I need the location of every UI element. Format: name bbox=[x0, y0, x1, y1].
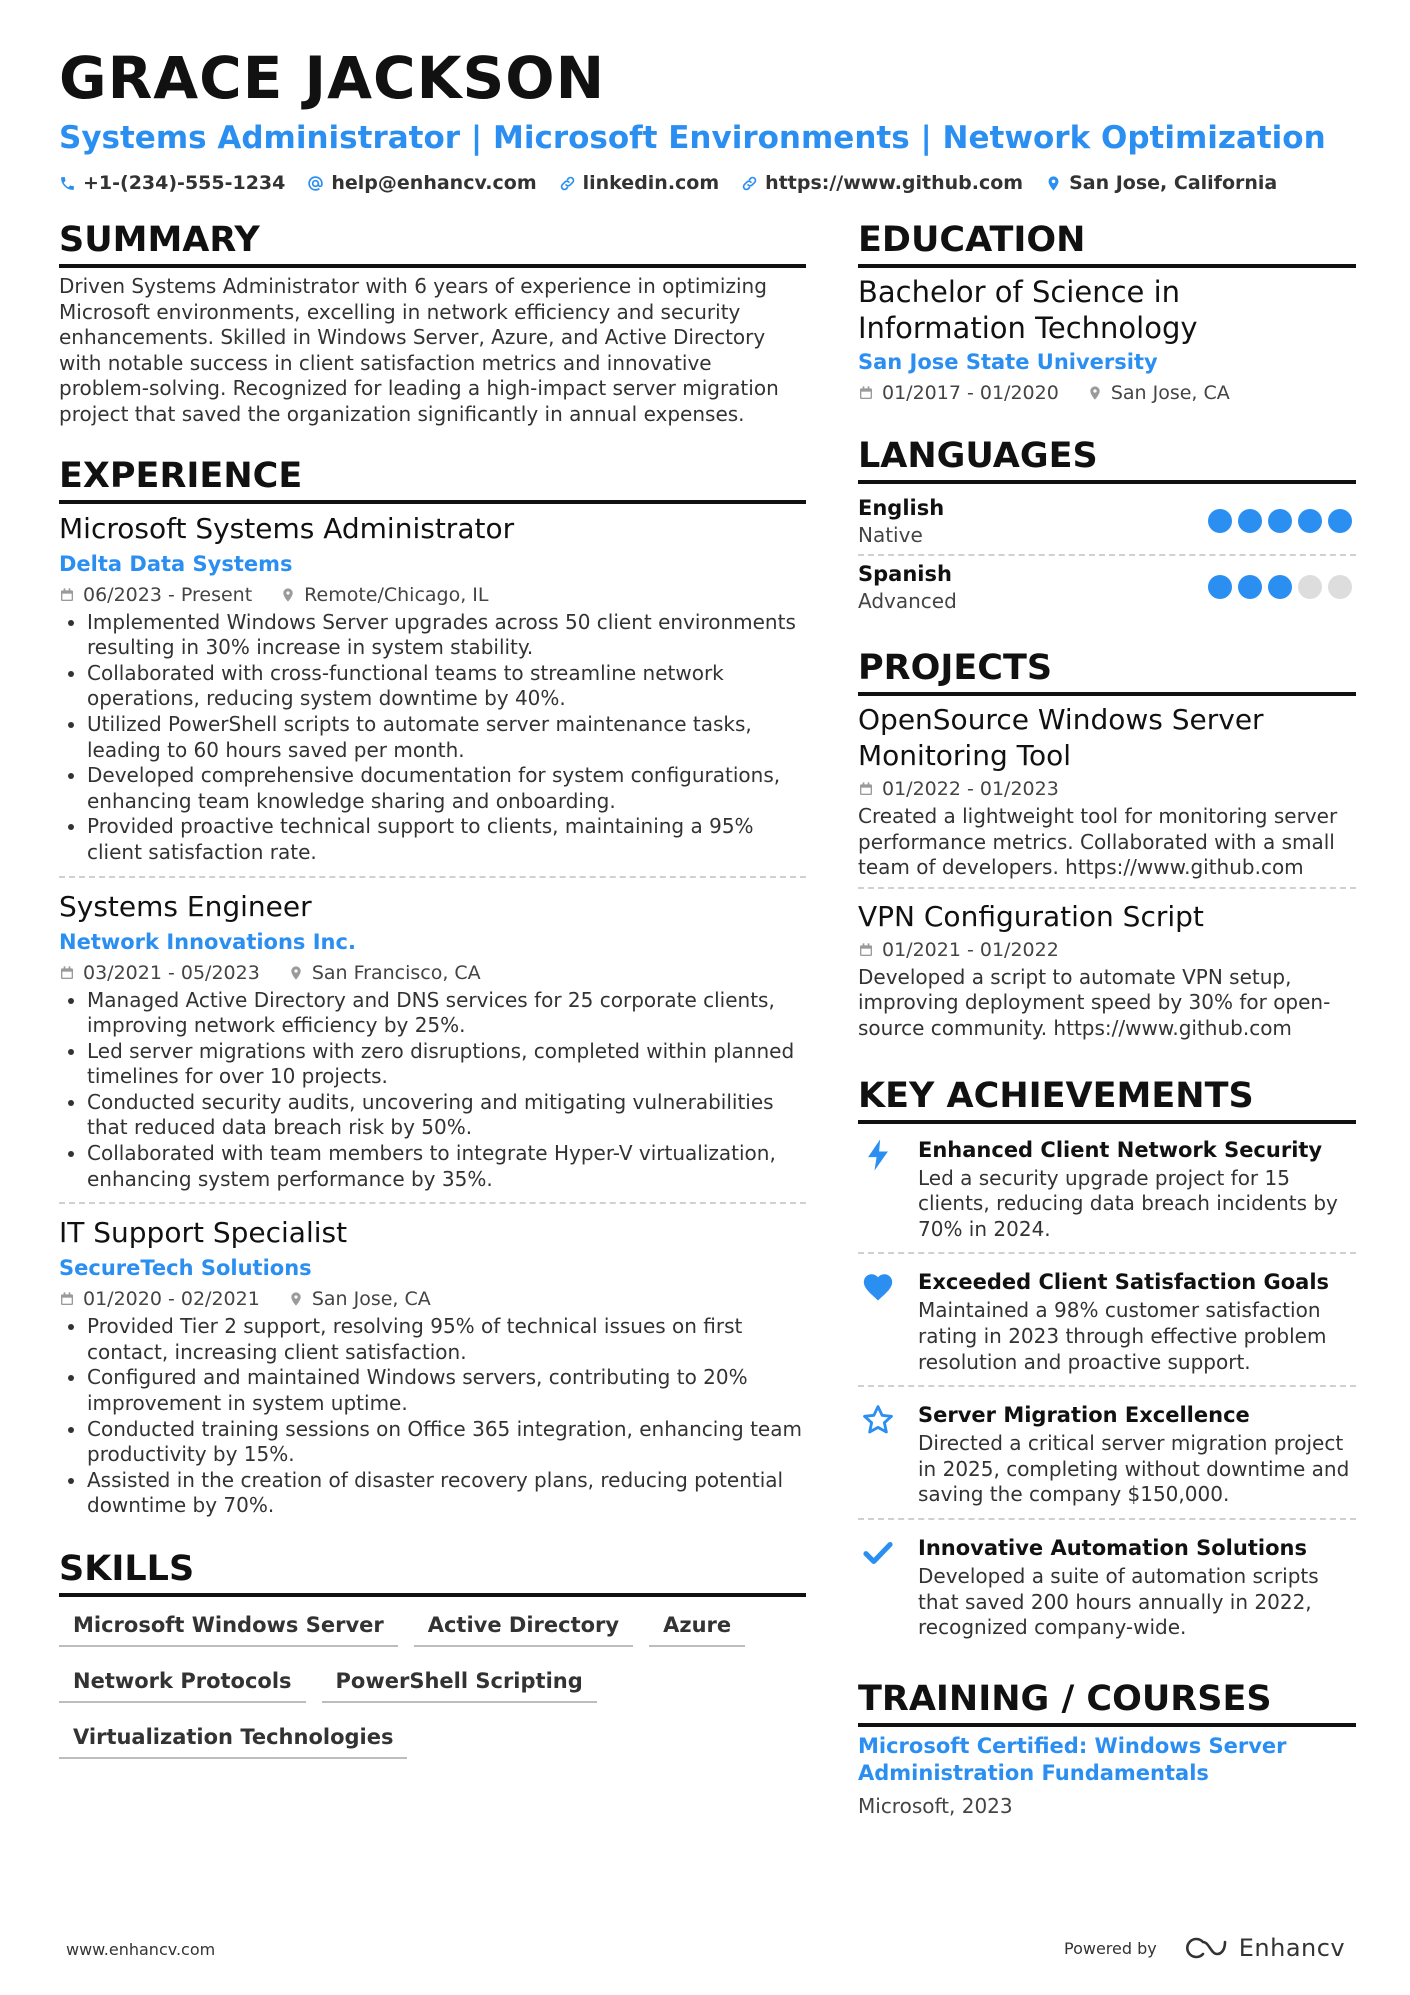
job-entry bbox=[59, 510, 806, 878]
achievement-title: Server Migration Excellence bbox=[918, 1403, 1250, 1428]
project-entry bbox=[858, 702, 1356, 889]
job-bullet: • Configured and maintained Windows servers, contributing to 20% improvement in system uptime. bbox=[87, 1365, 806, 1416]
project-title: VPN Configuration Script bbox=[858, 899, 1204, 933]
dates-text: 03/2021 - 05/2023 bbox=[83, 961, 260, 984]
achievement-description: Maintained a 98% customer satisfaction rating in 2023 through effective problem resolution and proactive support. bbox=[918, 1298, 1327, 1374]
footer-branding bbox=[1064, 1934, 1345, 1962]
job-bullet: • Provided Tier 2 support, resolving 95% of technical issues on first contact, increasing client satisfaction. bbox=[87, 1314, 806, 1365]
achievement-entry bbox=[858, 1528, 1356, 1651]
calendar-icon bbox=[858, 385, 874, 401]
achievement-description: Developed a suite of automation scripts that saved 200 hours annually in 2022, recognized company-wide. bbox=[918, 1563, 1319, 1640]
location-pin-icon bbox=[288, 965, 304, 981]
section-title: TRAINING / COURSES bbox=[858, 1677, 1356, 1727]
achievement-title: Innovative Automation Solutions bbox=[918, 1535, 1307, 1560]
section-title: SUMMARY bbox=[59, 218, 806, 268]
project-title: OpenSource Windows Server Monitoring Tool bbox=[858, 703, 1264, 772]
degree-title: Bachelor of Science in Information Technology bbox=[858, 275, 1198, 345]
education-meta bbox=[858, 378, 1356, 408]
location-text: San Jose, CA bbox=[1110, 382, 1230, 404]
location-text: San Jose, CA bbox=[311, 1288, 431, 1311]
section-title: LANGUAGES bbox=[858, 434, 1356, 484]
proficiency-dot-filled bbox=[1268, 509, 1292, 533]
language-row bbox=[858, 556, 1356, 620]
achievement-entry bbox=[858, 1130, 1356, 1255]
project-description: Developed a script to automate VPN setup, improving deployment speed by 30% for open-source community. https://www.github.com bbox=[858, 964, 1331, 1040]
job-meta bbox=[59, 580, 806, 610]
education-dates bbox=[858, 378, 1059, 408]
dates-text: 01/2021 - 01/2022 bbox=[882, 938, 1059, 961]
achievement-entry bbox=[858, 1395, 1356, 1520]
language-level: Advanced bbox=[858, 589, 957, 613]
achievement-title: Exceeded Client Satisfaction Goals bbox=[918, 1270, 1330, 1295]
job-meta bbox=[59, 958, 806, 988]
language-name: English bbox=[858, 496, 945, 520]
achievements-section bbox=[858, 1074, 1356, 1651]
education-section bbox=[858, 218, 1356, 408]
linkedin-text: linkedin.com bbox=[582, 172, 720, 194]
calendar-icon bbox=[59, 965, 75, 981]
location-pin-icon bbox=[1087, 385, 1103, 401]
project-meta bbox=[858, 774, 1356, 804]
resume-header bbox=[59, 42, 1359, 194]
proficiency-dot-filled bbox=[1238, 575, 1262, 599]
calendar-icon bbox=[858, 781, 874, 797]
star-icon bbox=[861, 1403, 895, 1437]
achievement-title: Enhanced Client Network Security bbox=[918, 1137, 1323, 1162]
calendar-icon bbox=[59, 587, 75, 603]
location-pin-icon bbox=[288, 1291, 304, 1307]
powered-by-label: Powered by bbox=[1064, 1938, 1157, 1958]
skill-tag: Microsoft Windows Server bbox=[59, 1607, 398, 1647]
achievement-description: Led a security upgrade project for 15 clients, reducing data breach incidents by 70% in 2024. bbox=[918, 1165, 1338, 1241]
section-title: EXPERIENCE bbox=[59, 454, 806, 504]
proficiency-dot-filled bbox=[1238, 509, 1262, 533]
job-entry bbox=[59, 888, 806, 1205]
languages-section bbox=[858, 434, 1356, 620]
achievement-entry bbox=[858, 1262, 1356, 1387]
dates-text: 06/2023 - Present bbox=[83, 583, 253, 606]
job-location bbox=[288, 1284, 431, 1314]
candidate-name: GRACE JACKSON bbox=[59, 44, 606, 112]
skills-section bbox=[59, 1547, 806, 1759]
project-dates bbox=[858, 935, 1059, 965]
summary-text: Driven Systems Administrator with 6 years of experience in optimizing Microsoft environments, excelling in network efficiency and security enhancements. Skilled in Windows Server, Azure, and Active Directory with notable success in client satisfaction metrics and innovative problem-solving. Recognized for leading a high-impact server migration project that saved the organization significantly in annual expenses. bbox=[59, 274, 779, 426]
job-bullets bbox=[59, 1314, 806, 1519]
dates-text: 01/2020 - 02/2021 bbox=[83, 1288, 260, 1311]
job-bullet: • Led server migrations with zero disruptions, completed within planned timelines for over 10 projects. bbox=[87, 1039, 806, 1090]
check-icon bbox=[861, 1536, 895, 1570]
job-bullet: • Implemented Windows Server upgrades across 50 client environments resulting in 30% increase in system stability. bbox=[87, 610, 806, 661]
skills-list bbox=[59, 1607, 806, 1759]
contact-github[interactable] bbox=[741, 172, 1023, 194]
language-row bbox=[858, 490, 1356, 556]
job-dates bbox=[59, 580, 252, 610]
job-location bbox=[280, 580, 488, 610]
project-dates bbox=[858, 774, 1059, 804]
skill-tag: Network Protocols bbox=[59, 1663, 306, 1703]
footer-website[interactable]: www.enhancv.com bbox=[66, 1940, 216, 1959]
course-provider: Microsoft, 2023 bbox=[858, 1793, 1013, 1818]
project-description: Created a lightweight tool for monitoring server performance metrics. Collaborated with a small team of developers. https://www.github.com bbox=[858, 804, 1338, 880]
job-bullet: • Utilized PowerShell scripts to automate server maintenance tasks, leading to 60 hours saved per month. bbox=[87, 712, 806, 763]
job-bullet: • Collaborated with team members to integrate Hyper-V virtualization, enhancing system performance by 35%. bbox=[87, 1141, 806, 1192]
job-bullet: • Developed comprehensive documentation for system configurations, enhancing team knowledge sharing and onboarding. bbox=[87, 763, 806, 814]
proficiency-dot-filled bbox=[1208, 575, 1232, 599]
proficiency-dots bbox=[1208, 575, 1352, 599]
job-bullet: • Provided proactive technical support to clients, maintaining a 95% client satisfaction rate. bbox=[87, 814, 806, 865]
school-name: San Jose State University bbox=[858, 350, 1158, 374]
section-title: EDUCATION bbox=[858, 218, 1356, 268]
section-title: SKILLS bbox=[59, 1547, 806, 1597]
experience-section bbox=[59, 454, 806, 1529]
brand-logo[interactable] bbox=[1183, 1934, 1345, 1962]
proficiency-dot-filled bbox=[1268, 575, 1292, 599]
phone-icon bbox=[59, 175, 76, 192]
enhancv-logo-icon bbox=[1183, 1935, 1231, 1961]
achievement-description: Directed a critical server migration project in 2025, completing without downtime and saving the company $150,000. bbox=[918, 1431, 1350, 1507]
job-dates bbox=[59, 1284, 260, 1314]
job-meta bbox=[59, 1284, 806, 1314]
job-bullets bbox=[59, 988, 806, 1193]
left-column bbox=[59, 218, 806, 1785]
location-pin-icon bbox=[1045, 175, 1062, 192]
link-icon bbox=[741, 175, 758, 192]
job-bullet: • Managed Active Directory and DNS services for 25 corporate clients, improving network efficiency by 25%. bbox=[87, 988, 806, 1039]
email-text: help@enhancv.com bbox=[331, 172, 537, 194]
job-bullet: • Collaborated with cross-functional teams to streamline network operations, reducing system downtime by 40%. bbox=[87, 661, 806, 712]
proficiency-dot-filled bbox=[1208, 509, 1232, 533]
summary-section bbox=[59, 218, 806, 428]
at-icon bbox=[307, 175, 324, 192]
contact-email[interactable] bbox=[307, 172, 536, 194]
location-text: San Francisco, CA bbox=[311, 961, 481, 984]
skill-tag: PowerShell Scripting bbox=[322, 1663, 597, 1703]
right-column bbox=[858, 218, 1356, 1847]
education-location bbox=[1087, 378, 1230, 408]
job-bullet: • Conducted security audits, uncovering and mitigating vulnerabilities that reduced data breach risk by 50%. bbox=[87, 1090, 806, 1141]
contact-bar bbox=[59, 172, 1359, 194]
company-name: Network Innovations Inc. bbox=[59, 929, 356, 954]
dates-text: 01/2017 - 01/2020 bbox=[882, 382, 1059, 404]
brand-name: Enhancv bbox=[1238, 1934, 1346, 1962]
section-title: KEY ACHIEVEMENTS bbox=[858, 1074, 1356, 1124]
contact-phone bbox=[59, 172, 285, 194]
training-section bbox=[858, 1677, 1356, 1821]
job-title: Systems Engineer bbox=[59, 889, 312, 923]
skill-tag: Active Directory bbox=[414, 1607, 633, 1647]
proficiency-dot-empty bbox=[1298, 575, 1322, 599]
skill-tag: Virtualization Technologies bbox=[59, 1719, 407, 1759]
job-entry bbox=[59, 1214, 806, 1529]
language-level: Native bbox=[858, 523, 923, 547]
job-dates bbox=[59, 958, 260, 988]
phone-text: +1-(234)-555-1234 bbox=[83, 172, 286, 194]
job-bullet: • Assisted in the creation of disaster recovery plans, reducing potential downtime by 70%. bbox=[87, 1468, 806, 1519]
skill-tag: Azure bbox=[649, 1607, 745, 1647]
contact-linkedin[interactable] bbox=[559, 172, 720, 194]
github-text: https://www.github.com bbox=[765, 172, 1024, 194]
bolt-icon bbox=[861, 1138, 895, 1172]
proficiency-dots bbox=[1208, 509, 1352, 533]
job-title: IT Support Specialist bbox=[59, 1216, 348, 1250]
section-title: PROJECTS bbox=[858, 646, 1356, 696]
dates-text: 01/2022 - 01/2023 bbox=[882, 778, 1059, 800]
project-meta bbox=[858, 935, 1356, 965]
link-icon bbox=[559, 175, 576, 192]
company-name: SecureTech Solutions bbox=[59, 1256, 312, 1281]
project-entry bbox=[858, 899, 1356, 1048]
company-name: Delta Data Systems bbox=[59, 551, 293, 576]
location-pin-icon bbox=[280, 587, 296, 603]
contact-location bbox=[1045, 172, 1277, 194]
projects-section bbox=[858, 646, 1356, 1048]
location-text: San Jose, California bbox=[1069, 172, 1278, 194]
job-bullet: • Conducted training sessions on Office 365 integration, enhancing team productivity by 15%. bbox=[87, 1417, 806, 1468]
job-bullets bbox=[59, 610, 806, 866]
headline: Systems Administrator | Microsoft Environments | Network Optimization bbox=[59, 120, 1326, 156]
heart-icon bbox=[861, 1270, 895, 1304]
job-location bbox=[288, 958, 481, 988]
calendar-icon bbox=[858, 942, 874, 958]
location-text: Remote/Chicago, IL bbox=[304, 583, 489, 606]
proficiency-dot-filled bbox=[1298, 509, 1322, 533]
job-title: Microsoft Systems Administrator bbox=[59, 511, 515, 545]
course-title: Microsoft Certified: Windows Server Administration Fundamentals bbox=[858, 1733, 1287, 1785]
proficiency-dot-filled bbox=[1328, 509, 1352, 533]
language-name: Spanish bbox=[858, 562, 952, 586]
proficiency-dot-empty bbox=[1328, 575, 1352, 599]
calendar-icon bbox=[59, 1291, 75, 1307]
